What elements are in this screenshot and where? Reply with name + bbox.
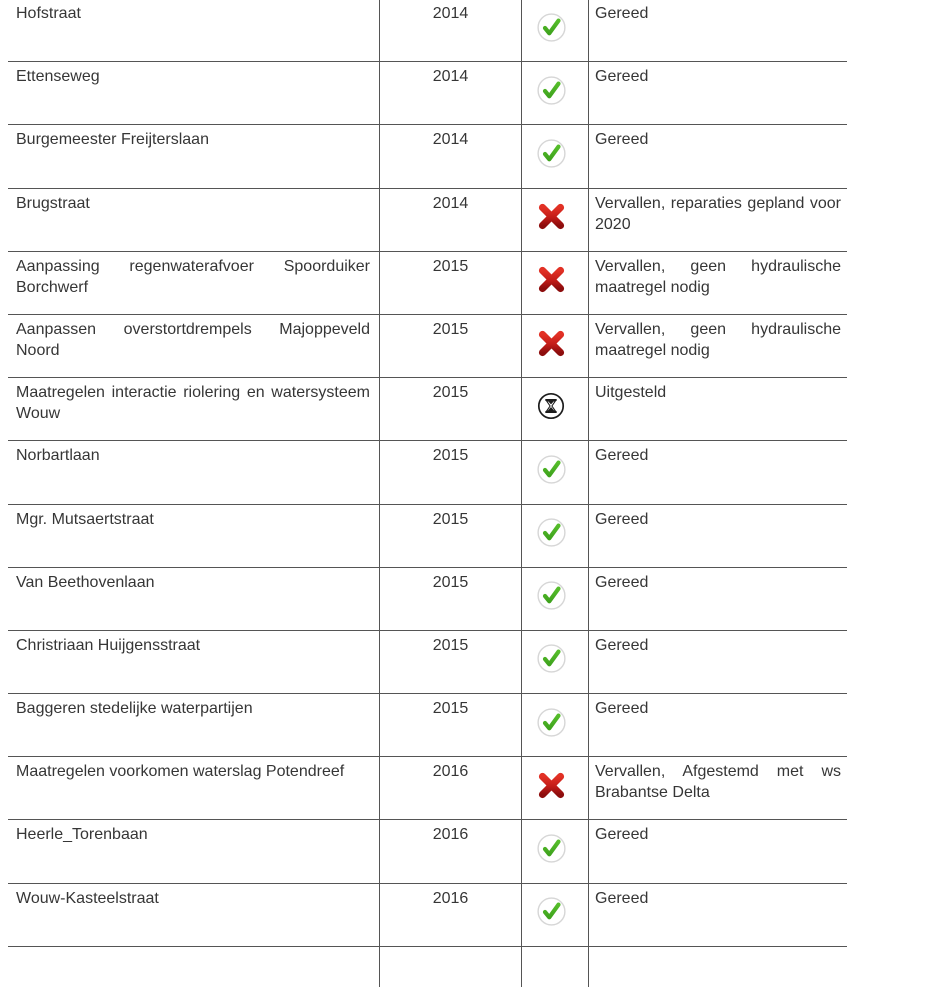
status-text-cell: Gereed — [589, 694, 847, 756]
measure-name-cell: Aanpassing regenwaterafvoer Spoorduiker Borchwerf — [8, 252, 379, 314]
measure-name-cell: Maatregelen voorkomen waterslag Potendreef — [8, 757, 379, 819]
year-cell: 2015 — [380, 694, 521, 756]
year-cell: 2014 — [380, 125, 521, 187]
status-text-cell: Vervallen, geen hydraulische maatregel nodig — [589, 252, 847, 314]
check-icon — [537, 518, 566, 547]
year-cell: 2015 — [380, 568, 521, 630]
status-text-cell: Vervallen, Afgestemd met ws Brabantse Delta — [589, 757, 847, 819]
status-icon-cell — [522, 441, 588, 503]
measure-name-cell: Wouw-Kasteelstraat — [8, 884, 379, 946]
year-cell: 2015 — [380, 441, 521, 503]
status-icon-cell — [522, 378, 588, 440]
measure-name-cell: Baggeren stedelijke waterpartijen — [8, 694, 379, 756]
year-cell: 2016 — [380, 884, 521, 946]
status-text-cell: Gereed — [589, 568, 847, 630]
status-icon-cell — [522, 820, 588, 882]
status-text-cell: Gereed — [589, 125, 847, 187]
year-cell: 2014 — [380, 189, 521, 251]
check-icon — [537, 455, 566, 484]
year-cell: 2015 — [380, 505, 521, 567]
year-cell — [380, 947, 521, 987]
status-text-cell: Gereed — [589, 505, 847, 567]
measures-status-table — [8, 0, 847, 987]
status-icon-cell — [522, 757, 588, 819]
status-text-cell: Gereed — [589, 0, 847, 61]
status-icon-cell — [522, 947, 588, 987]
measure-name-cell: Norbartlaan — [8, 441, 379, 503]
measure-name-cell: Ettenseweg — [8, 62, 379, 124]
status-text-cell: Gereed — [589, 631, 847, 693]
year-cell: 2016 — [380, 757, 521, 819]
status-text-cell — [589, 947, 847, 987]
measure-name-cell: Heerle_Torenbaan — [8, 820, 379, 882]
status-text-cell: Vervallen, geen hydraulische maatregel nodig — [589, 315, 847, 377]
check-icon — [537, 76, 566, 105]
status-icon-cell — [522, 884, 588, 946]
cross-icon — [536, 770, 567, 801]
status-icon-cell — [522, 189, 588, 251]
year-cell: 2015 — [380, 252, 521, 314]
status-text-cell: Gereed — [589, 441, 847, 503]
cross-icon — [536, 201, 567, 232]
check-icon — [537, 13, 566, 42]
status-icon-cell — [522, 125, 588, 187]
status-icon-cell — [522, 62, 588, 124]
measure-name-cell: Mgr. Mutsaertstraat — [8, 505, 379, 567]
status-icon-cell — [522, 315, 588, 377]
measure-name-cell: Maatregelen interactie riolering en watersysteem Wouw — [8, 378, 379, 440]
check-icon — [537, 581, 566, 610]
status-icon-cell — [522, 568, 588, 630]
check-icon — [537, 708, 566, 737]
measure-name-cell: Van Beethovenlaan — [8, 568, 379, 630]
status-text-cell: Uitgesteld — [589, 378, 847, 440]
status-icon-cell — [522, 252, 588, 314]
status-text-cell: Gereed — [589, 820, 847, 882]
year-cell: 2014 — [380, 0, 521, 61]
measure-name-cell: Brugstraat — [8, 189, 379, 251]
status-text-cell: Gereed — [589, 884, 847, 946]
measure-name-cell — [8, 947, 379, 987]
status-icon-cell — [522, 0, 588, 61]
year-cell: 2016 — [380, 820, 521, 882]
year-cell: 2015 — [380, 315, 521, 377]
measure-name-cell: Aanpassen overstortdrempels Majoppeveld Noord — [8, 315, 379, 377]
measure-name-cell: Burgemeester Freijterslaan — [8, 125, 379, 187]
year-cell: 2015 — [380, 378, 521, 440]
status-text-cell: Gereed — [589, 62, 847, 124]
status-icon-cell — [522, 694, 588, 756]
status-icon-cell — [522, 505, 588, 567]
measure-name-cell: Christriaan Huijgensstraat — [8, 631, 379, 693]
check-icon — [537, 644, 566, 673]
status-text-cell: Vervallen, reparaties gepland voor 2020 — [589, 189, 847, 251]
hourglass-icon — [537, 392, 565, 420]
check-icon — [537, 834, 566, 863]
measure-name-cell: Hofstraat — [8, 0, 379, 61]
year-cell: 2014 — [380, 62, 521, 124]
check-icon — [537, 897, 566, 926]
cross-icon — [536, 264, 567, 295]
year-cell: 2015 — [380, 631, 521, 693]
check-icon — [537, 139, 566, 168]
status-icon-cell — [522, 631, 588, 693]
cross-icon — [536, 328, 567, 359]
